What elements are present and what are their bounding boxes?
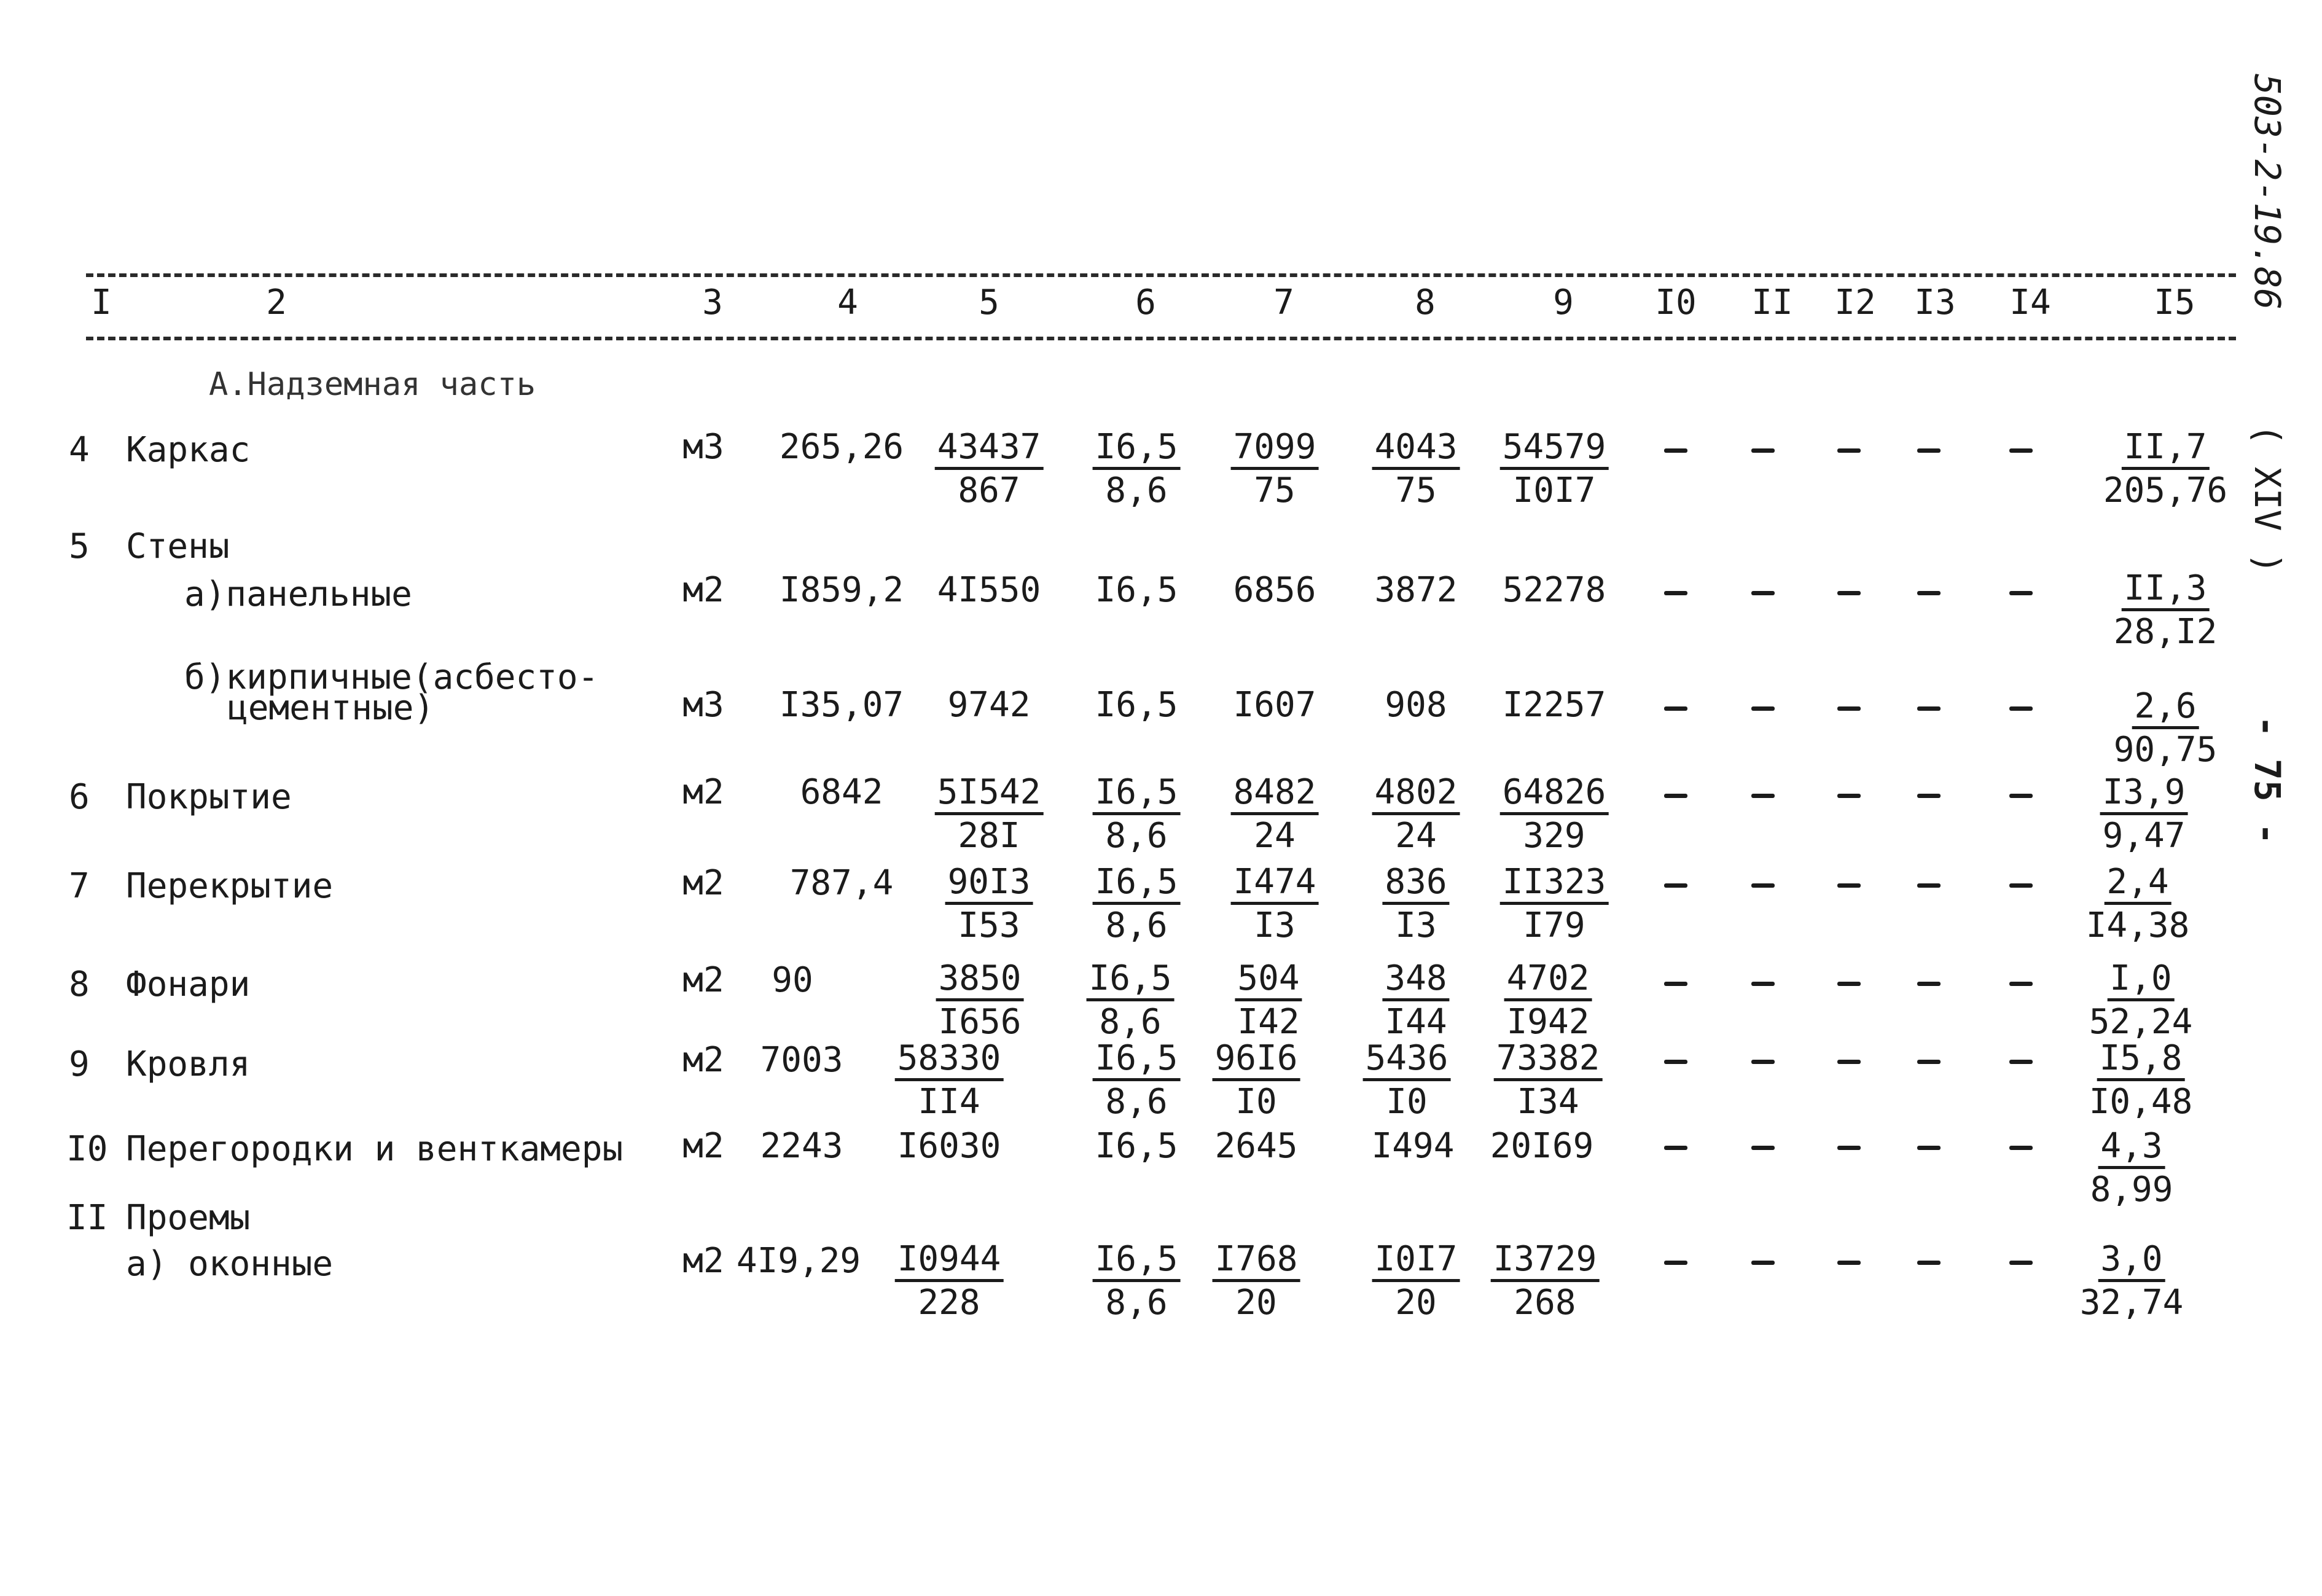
row-col7: $\frac{I768}{20}$ — [1213, 1242, 1300, 1320]
empty-cell-dash — [1917, 706, 1941, 711]
row-unit: м3 — [682, 685, 724, 725]
row-col5: $\frac{3850}{I656}$ — [936, 961, 1024, 1039]
side-doc-code: 503-2-19.86 — [2246, 74, 2288, 310]
row-col8: $\frac{348}{I44}$ — [1382, 961, 1449, 1039]
col-header-6: 6 — [1135, 283, 1156, 323]
row-col8: $\frac{I0I7}{20}$ — [1372, 1242, 1460, 1320]
side-section-number: ( XIV ) — [2246, 424, 2288, 574]
row-col4: 6842 — [800, 772, 883, 812]
row-col9: $\frac{II323}{I79}$ — [1500, 865, 1609, 943]
row-name: Каркас — [126, 430, 251, 470]
row-unit: м2 — [682, 570, 724, 610]
col-header-8: 8 — [1415, 283, 1436, 323]
row-name: Фонари — [126, 964, 251, 1004]
col-header-14: I4 — [2009, 283, 2051, 323]
empty-cell-dash — [2009, 1261, 2033, 1265]
row-col6: I6,5 — [1095, 1126, 1178, 1166]
row-col9: 52278 — [1502, 570, 1606, 610]
row-col7: 6856 — [1233, 570, 1316, 610]
empty-cell-dash — [1837, 1060, 1861, 1064]
row-number: 4 — [69, 430, 90, 470]
row-col15: $\frac{3,0}{32,74}$ — [2079, 1239, 2184, 1323]
row-col5: $\frac{58330}{II4}$ — [895, 1041, 1004, 1119]
row-col8: I494 — [1371, 1126, 1455, 1166]
row-number: II — [66, 1198, 108, 1238]
row-col5: $\frac{43437}{867}$ — [935, 430, 1044, 508]
empty-cell-dash — [1917, 883, 1941, 888]
empty-cell-dash — [1664, 1060, 1687, 1064]
row-col6: I6,5 — [1095, 685, 1178, 725]
row-col6: $\frac{I6,5}{8,6}$ — [1093, 865, 1181, 943]
empty-cell-dash — [1664, 448, 1687, 453]
row-col15: $\frac{2,4}{I4,38}$ — [2086, 862, 2190, 945]
empty-cell-dash — [1664, 883, 1687, 888]
row-col7: 2645 — [1214, 1126, 1298, 1166]
empty-cell-dash — [1837, 706, 1861, 711]
row-name: Кровля — [126, 1044, 251, 1084]
empty-cell-dash — [1751, 982, 1775, 986]
empty-cell-dash — [1751, 591, 1775, 595]
row-unit: м2 — [682, 772, 724, 812]
empty-cell-dash — [2009, 1060, 2033, 1064]
row-unit: м2 — [682, 1126, 724, 1166]
empty-cell-dash — [1751, 706, 1775, 711]
empty-cell-dash — [1837, 448, 1861, 453]
row-col6: $\frac{I6,5}{8,6}$ — [1093, 430, 1181, 508]
row-col7: $\frac{504}{I42}$ — [1235, 961, 1302, 1039]
empty-cell-dash — [1837, 883, 1861, 888]
row-col5: $\frac{5I542}{28I}$ — [935, 775, 1044, 853]
section-title: А.Надземная часть — [209, 366, 536, 403]
row-col4: 787,4 — [789, 863, 894, 903]
empty-cell-dash — [1837, 1146, 1861, 1150]
row-col15: $\frac{I,0}{52,24}$ — [2089, 958, 2193, 1042]
row-name: Проемы — [126, 1198, 251, 1238]
empty-cell-dash — [1664, 706, 1687, 711]
row-col8: $\frac{836}{I3}$ — [1382, 865, 1449, 943]
empty-cell-dash — [2009, 982, 2033, 986]
empty-cell-dash — [1664, 1146, 1687, 1150]
col-header-5: 5 — [979, 283, 999, 323]
row-number: I0 — [66, 1129, 108, 1169]
row-col8: 3872 — [1374, 570, 1458, 610]
row-col5: 9742 — [947, 685, 1031, 725]
empty-cell-dash — [1751, 448, 1775, 453]
empty-cell-dash — [1751, 794, 1775, 798]
col-header-15: I5 — [2154, 283, 2195, 323]
row-number: 8 — [69, 964, 90, 1004]
row-col9: $\frac{73382}{I34}$ — [1494, 1041, 1603, 1119]
row-col4: 2243 — [760, 1126, 843, 1166]
side-page-number: - 75 - — [2246, 716, 2288, 845]
row-col4: I35,07 — [779, 685, 904, 725]
col-header-7: 7 — [1273, 283, 1294, 323]
row-number: 9 — [69, 1044, 90, 1084]
empty-cell-dash — [1751, 883, 1775, 888]
row-col9: $\frac{64826}{329}$ — [1500, 775, 1609, 853]
empty-cell-dash — [2009, 1146, 2033, 1150]
empty-cell-dash — [2009, 883, 2033, 888]
row-col15: $\frac{I5,8}{I0,48}$ — [2089, 1038, 2193, 1122]
empty-cell-dash — [1837, 591, 1861, 595]
empty-cell-dash — [1917, 448, 1941, 453]
row-name: Перекрытие — [126, 866, 334, 906]
row-col6: I6,5 — [1095, 570, 1178, 610]
row-col4: 4I9,29 — [736, 1241, 861, 1281]
col-header-1: I — [91, 283, 112, 323]
row-col4: I859,2 — [779, 570, 904, 610]
col-header-12: I2 — [1834, 283, 1876, 323]
empty-cell-dash — [2009, 706, 2033, 711]
row-name: Покрытие — [126, 777, 292, 817]
empty-cell-dash — [2009, 794, 2033, 798]
row-col7: $\frac{8482}{24}$ — [1231, 775, 1319, 853]
row-unit: м2 — [682, 960, 724, 1000]
row-col5: I6030 — [897, 1126, 1001, 1166]
row-number: 6 — [69, 777, 90, 817]
row-col6: $\frac{I6,5}{8,6}$ — [1093, 1041, 1181, 1119]
row-col9: $\frac{54579}{I0I7}$ — [1500, 430, 1609, 508]
empty-cell-dash — [1837, 1261, 1861, 1265]
row-col8: $\frac{5436}{I0}$ — [1363, 1041, 1451, 1119]
row-col4: 265,26 — [779, 427, 904, 467]
empty-cell-dash — [1917, 591, 1941, 595]
row-col6: $\frac{I6,5}{8,6}$ — [1093, 775, 1181, 853]
col-header-10: I0 — [1655, 283, 1697, 323]
row-col4: 90 — [772, 960, 813, 1000]
row-col4: 7003 — [760, 1040, 843, 1080]
row-number: 7 — [69, 866, 90, 906]
row-name: а)панельные — [184, 574, 412, 614]
row-col15: $\frac{II,7}{205,76}$ — [2103, 427, 2228, 510]
row-unit: м3 — [682, 427, 724, 467]
empty-cell-dash — [1664, 794, 1687, 798]
empty-cell-dash — [1751, 1146, 1775, 1150]
row-col5: $\frac{I0944}{228}$ — [895, 1242, 1004, 1320]
row-number: 5 — [69, 526, 90, 566]
row-col5: $\frac{90I3}{I53}$ — [945, 865, 1033, 943]
empty-cell-dash — [1664, 982, 1687, 986]
empty-cell-dash — [2009, 591, 2033, 595]
empty-cell-dash — [1917, 1261, 1941, 1265]
row-col7: $\frac{96I6}{I0}$ — [1213, 1041, 1300, 1119]
row-col9: 20I69 — [1490, 1126, 1594, 1166]
row-name: Стены — [126, 526, 230, 566]
empty-cell-dash — [1917, 982, 1941, 986]
row-col15: $\frac{I3,9}{9,47}$ — [2100, 775, 2188, 853]
row-col6: $\frac{I6,5}{8,6}$ — [1087, 961, 1175, 1039]
row-col15: $\frac{4,3}{8,99}$ — [2090, 1126, 2173, 1210]
empty-cell-dash — [1751, 1060, 1775, 1064]
row-name-continued: цементные) — [227, 688, 435, 728]
empty-cell-dash — [1664, 591, 1687, 595]
row-name: Перегородки и венткамеры — [126, 1129, 624, 1169]
header-top-rule — [86, 273, 2236, 277]
row-col8: 908 — [1385, 685, 1447, 725]
row-col9: $\frac{I3729}{268}$ — [1491, 1242, 1600, 1320]
row-unit: м2 — [682, 863, 724, 903]
empty-cell-dash — [1751, 1261, 1775, 1265]
row-col7: $\frac{7099}{75}$ — [1231, 430, 1319, 508]
row-unit: м2 — [682, 1040, 724, 1080]
row-col8: $\frac{4043}{75}$ — [1372, 430, 1460, 508]
row-col9: I2257 — [1502, 685, 1606, 725]
empty-cell-dash — [1837, 982, 1861, 986]
header-bottom-rule — [86, 337, 2236, 340]
row-col7: I607 — [1233, 685, 1316, 725]
empty-cell-dash — [2009, 448, 2033, 453]
row-col15: $\frac{2,6}{90,75}$ — [2113, 686, 2218, 770]
row-col8: $\frac{4802}{24}$ — [1372, 775, 1460, 853]
col-header-11: II — [1751, 283, 1793, 323]
col-header-4: 4 — [837, 283, 858, 323]
row-col9: $\frac{4702}{I942}$ — [1504, 961, 1592, 1039]
empty-cell-dash — [1917, 1146, 1941, 1150]
row-unit: м2 — [682, 1241, 724, 1281]
row-name: б)кирпичные(асбесто- — [184, 657, 599, 697]
row-col5: 4I550 — [937, 570, 1041, 610]
empty-cell-dash — [1917, 794, 1941, 798]
col-header-2: 2 — [266, 283, 287, 323]
empty-cell-dash — [1664, 1261, 1687, 1265]
col-header-13: I3 — [1914, 283, 1956, 323]
col-header-3: 3 — [702, 283, 723, 323]
empty-cell-dash — [1917, 1060, 1941, 1064]
row-name: а) оконные — [126, 1244, 334, 1284]
row-col15: $\frac{II,3}{28,I2}$ — [2113, 568, 2218, 652]
col-header-9: 9 — [1553, 283, 1574, 323]
empty-cell-dash — [1837, 794, 1861, 798]
row-col7: $\frac{I474}{I3}$ — [1231, 865, 1319, 943]
row-col6: $\frac{I6,5}{8,6}$ — [1093, 1242, 1181, 1320]
